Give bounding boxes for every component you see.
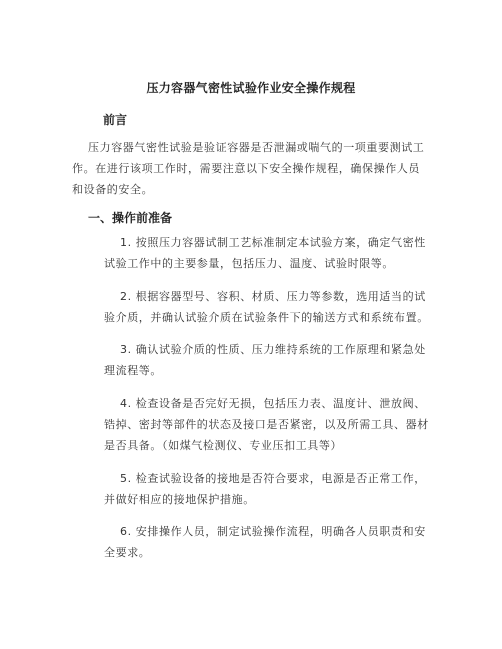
preface-line: 作。在进行该项工作时，需要注意以下安全操作规程，确保操作人员 (72, 162, 420, 175)
list-item-line: 5. 检查试验设备的接地是否符合要求，电源是否正常工作， (120, 472, 426, 485)
list-item-1 (104, 232, 426, 274)
list-item-line: 验介质，并确认试验介质在试验条件下的输送方式和系统布置。 (104, 311, 429, 324)
list-item-line: 3. 确认试验介质的性质、压力维持系统的工作原理和紧急处 (120, 343, 426, 356)
list-item-line: 全要求。 (104, 546, 151, 559)
preface-line: 和设备的安全。 (72, 183, 154, 196)
list-item-5 (104, 468, 426, 510)
list-item-3 (104, 339, 426, 381)
list-item-line: 试验工作中的主要参量，包括压力、温度、试验时限等。 (104, 257, 394, 270)
list-item-line: 6. 安排操作人员，制定试验操作流程，明确各人员职责和安 (120, 525, 426, 538)
list-item-6 (104, 521, 426, 563)
list-item-line: 理流程等。 (104, 364, 162, 377)
document-title: 压力容器气密性试验作业安全操作规程 (146, 81, 356, 95)
preface-line: 压力容器气密性试验是验证容器是否泄漏或喘气的一项重要测试工 (88, 141, 425, 154)
list-item-line: 是否具备。（如煤气检测仪、专业压扣工具等） (104, 439, 343, 452)
list-item-line: 4. 检查设备是否完好无损，包括压力表、温度计、泄放阀、 (120, 397, 426, 410)
list-item-2 (104, 286, 429, 328)
list-item-line: 1. 按照压力容器试制工艺标准制定本试验方案，确定气密性 (120, 236, 426, 249)
list-item-line: 锆掉、密封等部件的状态及接口是否紧密，以及所需工具、器材 (104, 418, 429, 431)
list-item-line: 2. 根据容器型号、容积、材质、压力等参数，选用适当的试 (120, 290, 426, 303)
preface-heading: 前言 (103, 113, 128, 127)
list-item-line: 并做好相应的接地保护措施。 (104, 493, 255, 506)
section-heading: 一、操作前准备 (88, 211, 173, 225)
preface-paragraph (72, 137, 425, 200)
list-item-4 (104, 393, 429, 456)
